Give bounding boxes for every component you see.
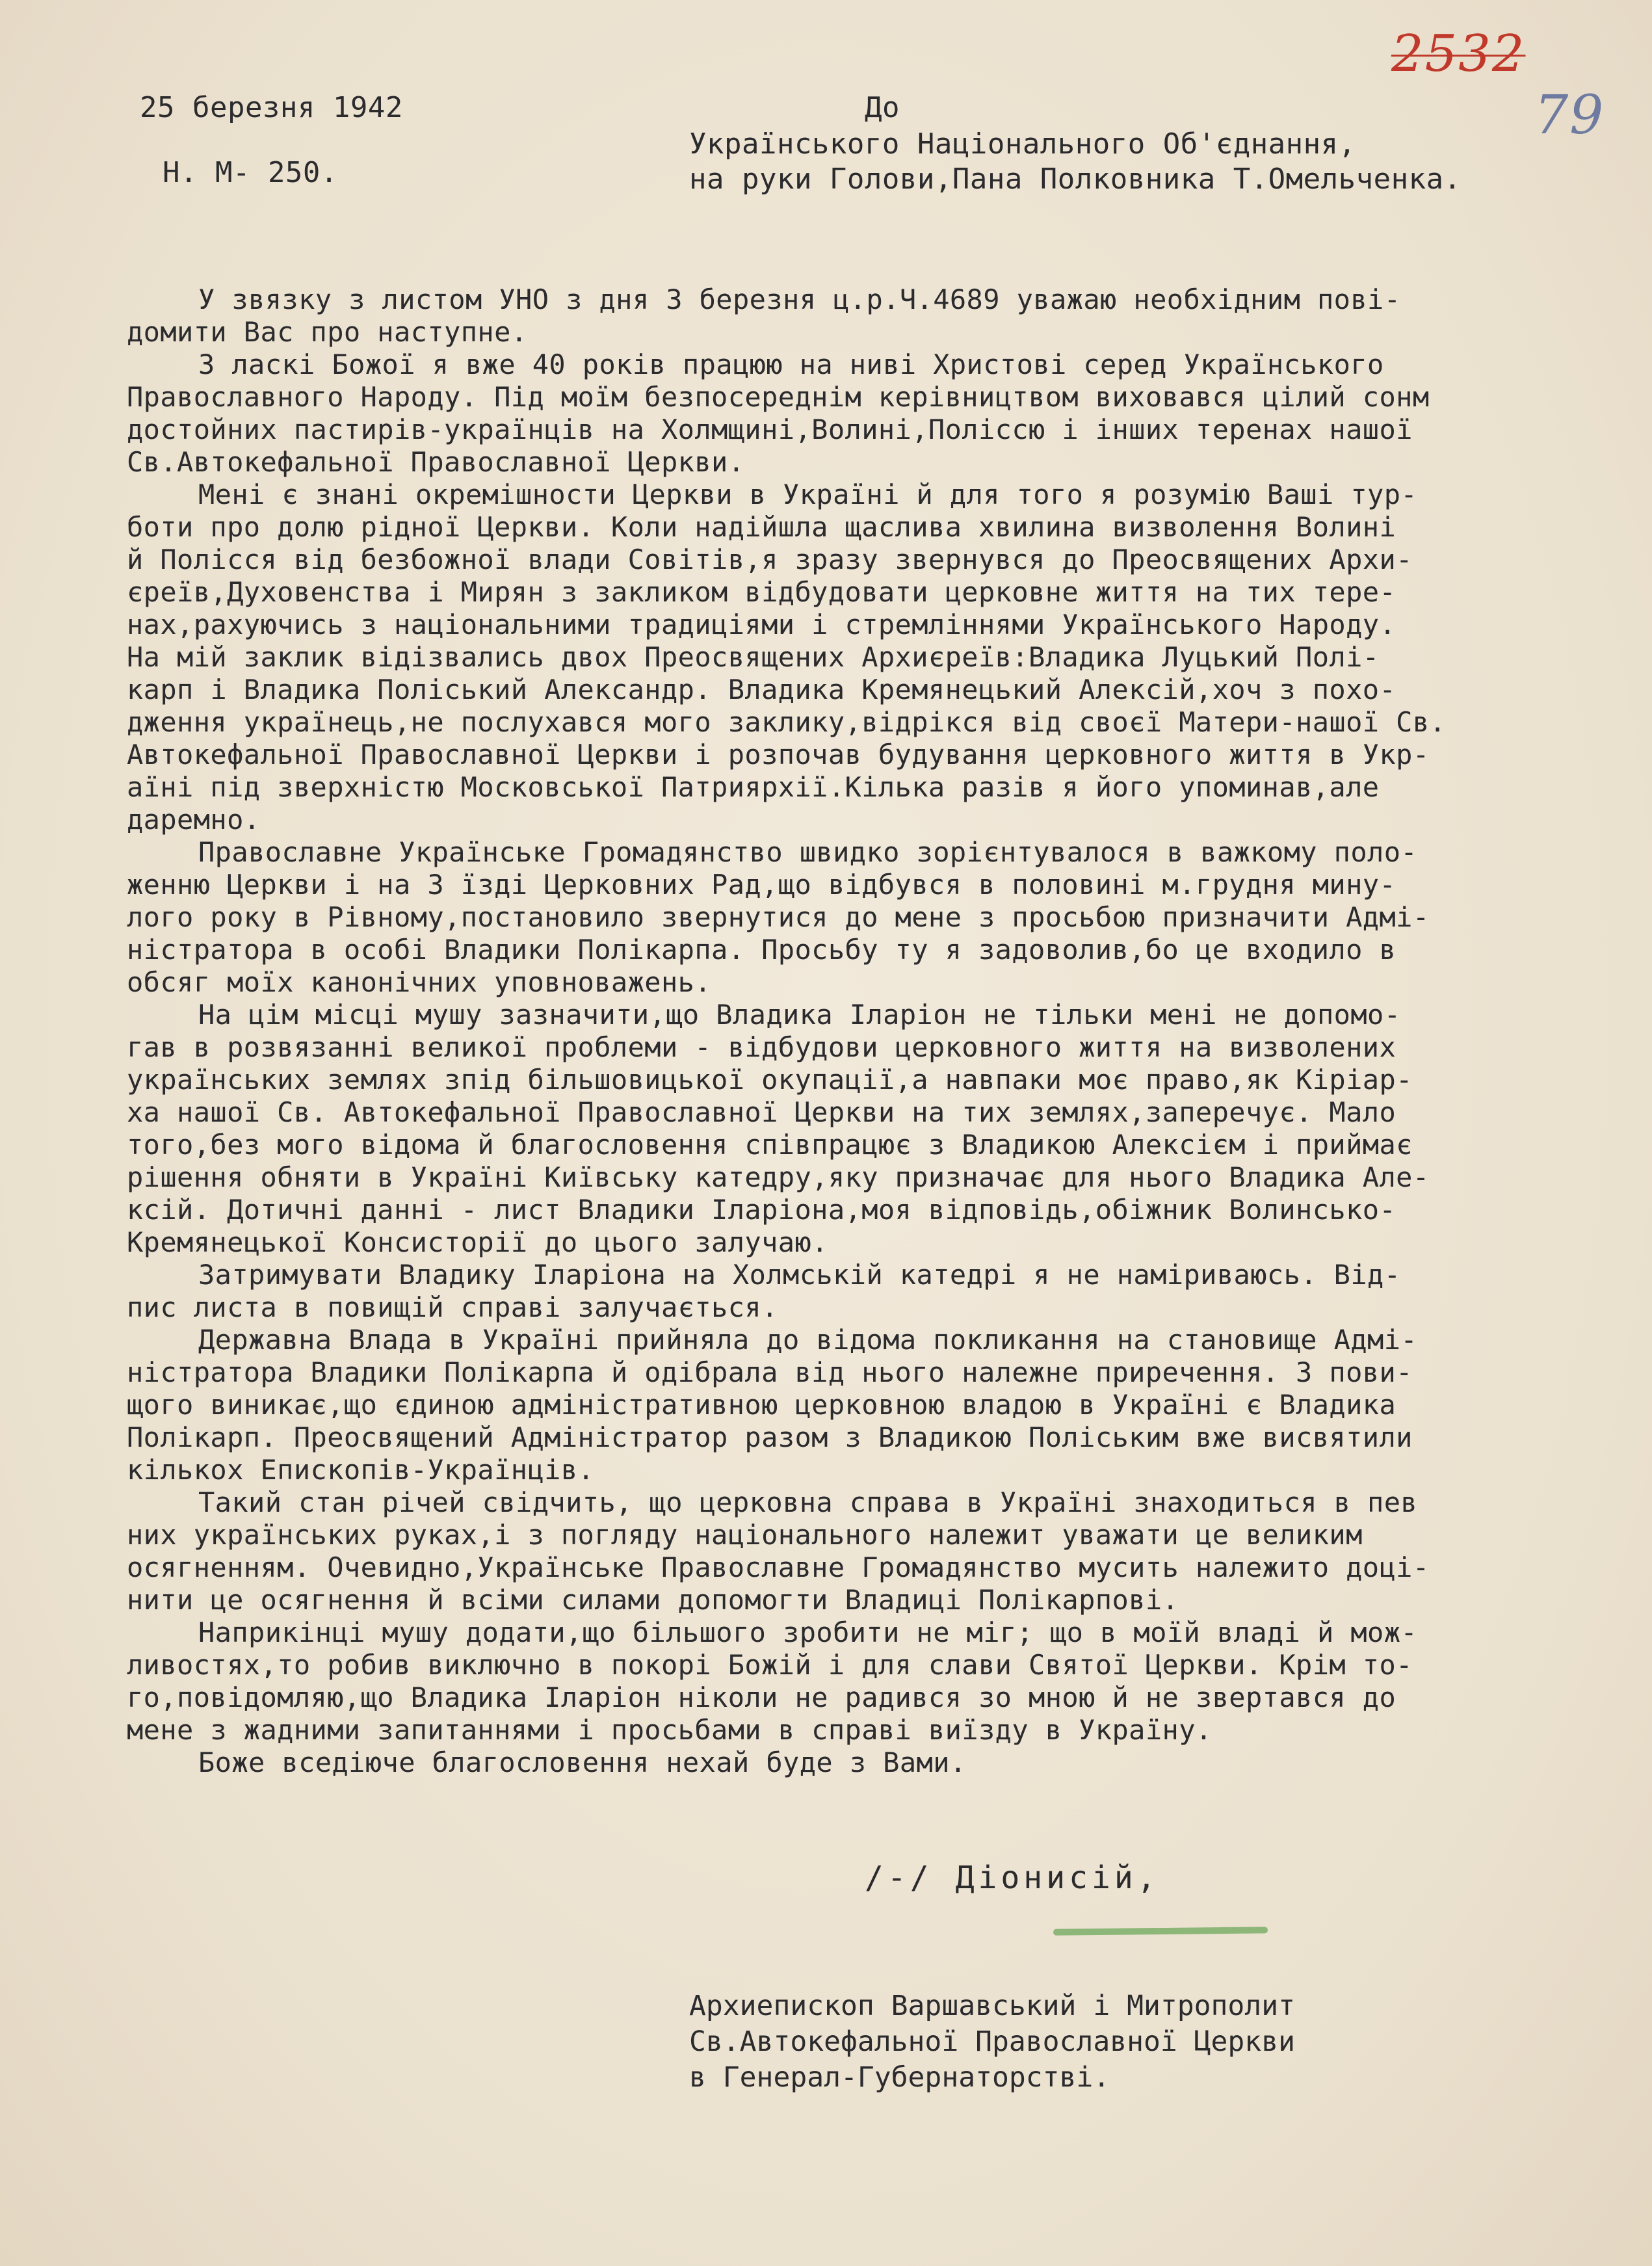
addressee-line-3: на руки Голови,Пана Полковника Т.Омельченка. xyxy=(689,163,1462,196)
body-line: дження українець,не послухався мого заклику,відрікся від своєї Матери-нашої Св. xyxy=(127,706,1447,738)
body-line: го,повідомляю,що Владика Іларіон ніколи не радився зо мною й не звертався до xyxy=(127,1681,1396,1713)
body-line: українських землях зпід більшовицької окупації,а навпаки моє право,як Кіріар- xyxy=(127,1064,1413,1096)
signer-title-line-3: в Генерал-Губернаторстві. xyxy=(689,2061,1110,2094)
body-line: ливостях,то робив виключно в покорі Божій і для слави Святої Церкви. Крім то- xyxy=(127,1649,1413,1681)
body-line: Державна Влада в Україні прийняла до відома покликання на становище Адмі- xyxy=(198,1324,1418,1356)
body-line: й Полісся від безбожної влади Совітів,я зразу звернувся до Преосвящених Архи- xyxy=(127,544,1413,575)
body-line: З ласкі Божої я вже 40 років працюю на ниві Христові серед Українського xyxy=(198,349,1384,380)
body-line: Наприкінці мушу додати,що більшого зробити не міг; що в моїй владі й мож- xyxy=(198,1616,1418,1648)
body-line: єреїв,Духовенства і Мирян з закликом відбудовати церковне життя на тих тере- xyxy=(127,576,1396,608)
body-line: того,без мого відома й благословення співпрацює з Владикою Алексієм і приймає xyxy=(127,1129,1413,1161)
folio-number: 79 xyxy=(1534,85,1605,146)
body-line: достойних пастирів-українців на Холмщині,Волині,Поліссю і інших теренах нашої xyxy=(127,414,1413,445)
body-line: карп і Владика Поліський Александр. Владика Кремянецький Алексій,хоч з похо- xyxy=(127,674,1396,705)
body-line: лого року в Рівному,постановило звернутися до мене з просьбою призначити Адмі- xyxy=(127,901,1430,933)
letter-body xyxy=(127,283,1596,1779)
body-line: ха нашої Св. Автокефальної Православної Церкви на тих землях,заперечує. Мало xyxy=(127,1096,1396,1128)
archive-number: 2532 xyxy=(1391,25,1526,83)
body-line: Такий стан річей свідчить, що церковна справа в Україні знаходиться в пев xyxy=(198,1486,1418,1518)
body-line: осягненням. Очевидно,Українське Православне Громадянство мусить належито доці- xyxy=(127,1551,1430,1583)
body-line: нах,рахуючись з національними традиціями і стремліннями Українського Народу. xyxy=(127,609,1396,640)
body-line: щого виникає,що єдиною адміністративною церковною владою в Україні є Владика xyxy=(127,1389,1396,1421)
body-line: обсяг моїх канонічних уповноважень. xyxy=(127,966,712,998)
body-line: домити Вас про наступне. xyxy=(127,316,528,348)
body-line: боти про долю рідної Церкви. Коли надійшла щаслива хвилина визволення Волині xyxy=(127,511,1396,543)
signature-underline xyxy=(1053,1927,1268,1935)
body-line: У звязку з листом УНО з дня 3 березня ц.р.Ч.4689 уважаю необхідним пові- xyxy=(198,283,1401,315)
body-line: Полікарп. Преосвящений Адміністратор разом з Владикою Поліським вже висвятили xyxy=(127,1421,1413,1453)
letter-date: 25 березня 1942 xyxy=(140,91,403,124)
signer-title-line-2: Св.Автокефальної Православної Церкви xyxy=(689,2025,1295,2058)
signature-name: /-/ Діонисій, xyxy=(865,1860,1160,1896)
body-line: кількох Епископів-Українців. xyxy=(127,1454,595,1486)
body-line: аїні під зверхністю Московської Патриярхії.Кілька разів я його упоминав,але xyxy=(127,771,1380,803)
body-line: Автокефальної Православної Церкви і розпочав будування церковного життя в Укр- xyxy=(127,739,1430,771)
body-line: ксій. Дотичні данні - лист Владики Іларіона,моя відповідь,обіжник Волинсько- xyxy=(127,1194,1396,1226)
body-line: ністратора в особі Владики Полікарпа. Просьбу ту я задоволив,бо це входило в xyxy=(127,934,1396,966)
body-line: Мені є знані окремішности Церкви в Україні й для того я розумію Ваші тур- xyxy=(198,479,1418,510)
signer-title-line-1: Архиепископ Варшавський і Митрополит xyxy=(689,1990,1295,2022)
body-line: На цім місці мушу зазначити,що Владика Іларіон не тільки мені не допомо- xyxy=(198,999,1401,1031)
body-line: гав в розвязанні великої проблеми - відбудови церковного життя на визволених xyxy=(127,1031,1396,1063)
letter-reference: Н. М- 250. xyxy=(163,156,338,189)
body-line: даремно. xyxy=(127,804,261,836)
body-line: мене з жадними запитаннями і просьбами в справі виїзду в Україну. xyxy=(127,1714,1213,1746)
body-line: На мій заклик відізвались двох Преосвящених Архиєреїв:Владика Луцький Полі- xyxy=(127,641,1380,673)
body-line: ністратора Владики Полікарпа й одібрала від нього належне приречення. З пови- xyxy=(127,1356,1413,1388)
body-line: них українських руках,і з погляду національного належит уважати це великим xyxy=(127,1519,1363,1551)
body-line: пис листа в повищій справі залучається. xyxy=(127,1291,778,1323)
body-line: Кремянецької Консисторії до цього залучаю. xyxy=(127,1226,828,1258)
body-line: Православного Народу. Під моїм безпосереднім керівництвом виховався цілий сонм xyxy=(127,381,1430,413)
body-line: Боже вседіюче благословення нехай буде з Вами. xyxy=(198,1746,967,1778)
body-line: Православне Українське Громадянство швидко зорієнтувалося в важкому поло- xyxy=(198,836,1418,868)
body-line: Св.Автокефальної Православної Церкви. xyxy=(127,446,745,478)
body-line: Затримувати Владику Іларіона на Холмській катедрі я не наміриваюсь. Від- xyxy=(198,1259,1401,1291)
body-line: нити це осягнення й всіми силами допомогти Владиці Полікарпові. xyxy=(127,1584,1179,1616)
body-line: рішення обняти в Україні Київську катедру,яку призначає для нього Владика Але- xyxy=(127,1161,1430,1193)
addressee-line-1: До xyxy=(865,91,900,124)
body-line: женню Церкви і на З їзді Церковних Рад,що відбувся в половині м.грудня мину- xyxy=(127,869,1396,901)
addressee-line-2: Українського Національного Об'єднання, xyxy=(689,127,1356,161)
